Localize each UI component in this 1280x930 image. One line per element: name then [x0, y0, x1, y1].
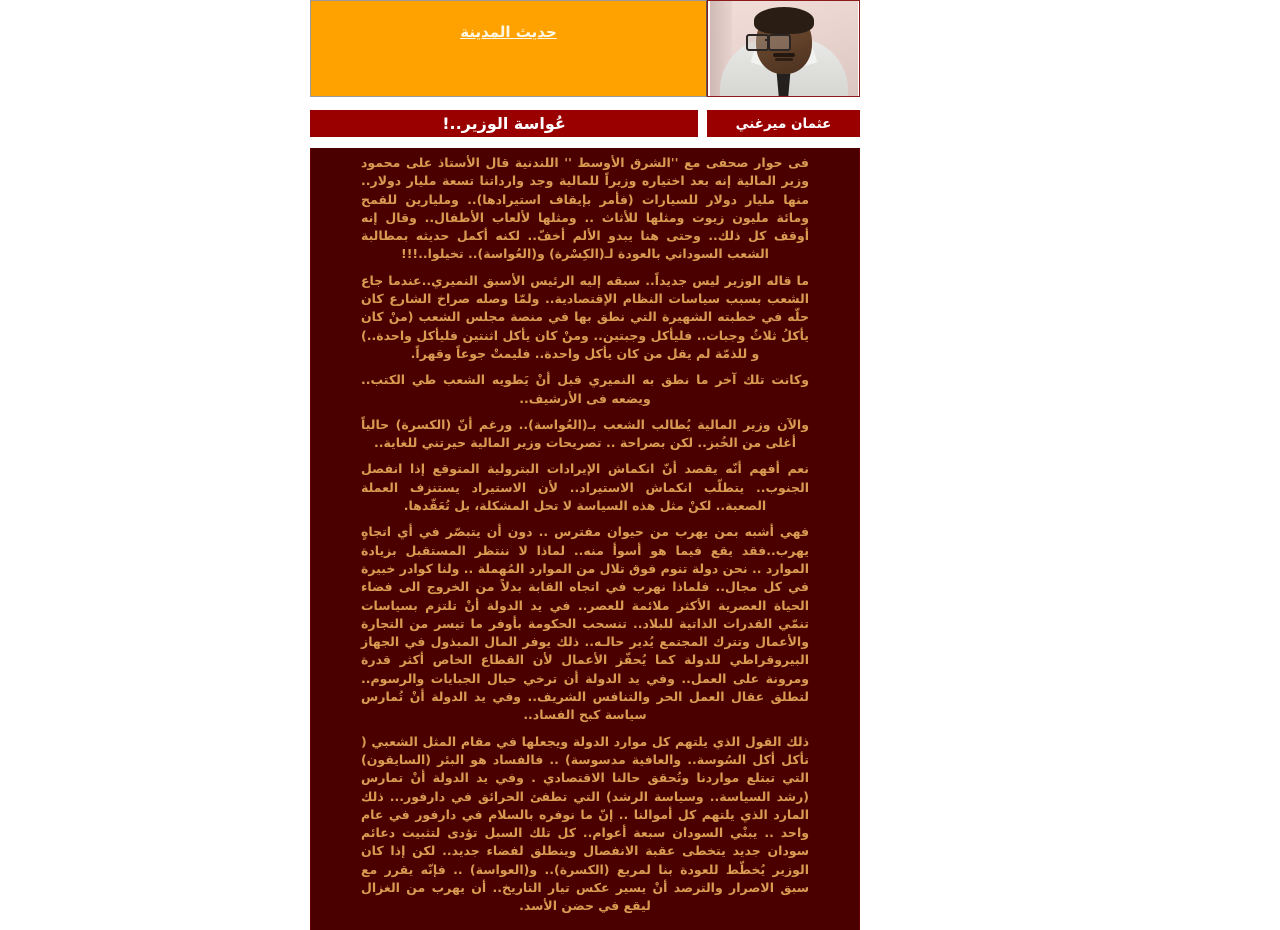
photo-mouth: [775, 58, 793, 61]
article-paragraph: والآن وزير المالية يُطالب الشعب بـ(العُواسة).. ورغم أنّ (الكسرة) حالياً أغلى من الخُبز.. لكن بصراحة .. تصريحات وزير المالية حيرتني للغاية..: [361, 416, 809, 451]
article-column: [310, 0, 860, 930]
section-banner: [310, 0, 707, 97]
header-row: [310, 0, 860, 97]
header-spacer: [310, 97, 860, 110]
article-paragraph: فهي أشبه بمن يهرب من حيوان مفترس .. دون أن يتبصّر في أي اتجاهٍ يهرب..فقد يقع فيما هو أسوأ منه.. لماذا لا ننتظر المستقبل بزيادة الموارد .. نحن دولة تنوم فوق تلال من الموارد المُهملة .. ولنا كوادر خبيرة في كل مجال.. فلماذا نهرب في اتجاه القابة بدلاً من الخروج الى فضاء الحياة العصرية الأكثر ملائمة للعصر.. في يد الدولة أنْ تلتزم بسياسات تنمّي القدرات الذاتية للبلاد.. تنسحب الحكومة بأوفر ما تيسر من التجارة والأعمال وتترك المجتمع يُدير حالـه.. ذلك يوفر المال المبذول في الجهاز البيروقراطي للدولة كما يُحفّز الأعمال لأن القطاع الخاص أكثر قدرة ومرونة على العمل.. وفي يد الدولة أن ترخي حبال الجبايات والرسوم.. لتطلق عقال العمل الحر والتنافس الشريف.. وفي يد الدولة أنْ تُمارس سياسة كبح الفساد..: [361, 524, 809, 723]
article-paragraph: فى حوار صحفى مع ''الشرق الأوسط '' اللندنية قال الأستاذ على محمود وزير المالية إنه بعد اختياره وزيراً للمالية وجد وارداتنا تسعة مليار دولار.. منها مليار دولار للسيارات (فأمر بإيقاف استيرادها).. ومليارين للقمح ومائة مليون زيوت ومثلها للأثاث .. ومثلها لألعاب الأطفال.. وقال إنه أوقف كل ذلك.. وحتى هنا يبدو الألم أخفّ.. لكنه أكمل حديثه بمطالبة الشعب السوداني بالعودة لـ(الكِسْرة) و(العُواسة).. تخيلوا..!!!: [361, 155, 809, 262]
columnist-photo-frame: [707, 0, 860, 97]
article-headline-bar: عُواسة الوزير..!: [310, 110, 698, 137]
title-spacer: [310, 137, 860, 148]
article-body: [310, 148, 860, 930]
section-banner-link[interactable]: حديث المدينة: [460, 23, 557, 41]
article-paragraph: ذلك القول الذي يلتهم كل موارد الدولة ويجعلها في مقام المثل الشعبي ( تأكل أكل السُوسة.. والعافية مدسوسة) .. فالفساد هو البئر (السايقون) التي تبتلع مواردنا وتُحقق حالنا الاقتصادي . وفي يد الدولة أنْ تمارس (رشد السياسة.. وسياسة الرشد) التي تطفئ الحرائق في دارفور... ذلك المارد الذي يلتهم كل أموالنا .. إنّ ما نوفره بالسلام في دارفور في عام واحد .. يبنْي السودان سبعة أعوام.. كل تلك السبل تؤدى لتثبيت دعائم سودان جديد يتخطى عقبة الانفصال وينطلق لفضاء جديد.. لكن إذا كان الوزير يُخطّط للعودة بنا لمربع (الكسرة).. و(العواسة) .. فإنّه يقرر مع سبق الاصرار والترصد أنْ يسير عكس تيار التاريخ.. أن يهرب من الغزال ليقع في حضن الأسد.: [361, 733, 809, 914]
photo-eyeglass-bridge: [765, 39, 770, 41]
photo-hair: [754, 7, 814, 34]
photo-eyeglass-right: [768, 34, 791, 51]
photo-eyeglass-left: [746, 34, 769, 51]
article-paragraph: وكانت تلك آخر ما نطق به النميري قبل أنْ يَطويه الشعب طي الكتب.. ويضعه فى الأرشيف..: [361, 372, 809, 406]
photo-moustache: [773, 53, 795, 57]
article-paragraph: ما قاله الوزير ليس جديداً.. سبقه إليه الرئيس الأسبق النميري..عندما جاع الشعب بسبب سياسات النظام الإقتصادية.. ولمّا وصله صراخ الشارع كان حلّه في خطبته الشهيرة التي نطق بها في منصة مجلس الشعب (منْ كان يأكلُ ثلاثُ وجبات.. فليأكل وجبتين.. ومنْ كان يأكل اثنتين فليأكل واحدة..) و للذمّة لم يقل من كان يأكل واحدة.. فليمتْ جوعاً وقهراً.: [361, 272, 809, 361]
portrait-photo: [710, 1, 858, 96]
title-row: [310, 110, 860, 137]
article-paragraph: نعم أفهم أنّه يقصد أنّ انكماش الإيرادات البترولية المتوقع إذا انفصل الجنوب.. يتطلّب انكماش الاستيراد.. لأن الاستيراد يستنزف العملة الصعبة.. لكنْ مثل هذه السياسة لا تحل المشكلة، بل تُعَقّدها.: [361, 461, 809, 514]
author-name-bar: عثمان ميرغني: [707, 110, 860, 137]
